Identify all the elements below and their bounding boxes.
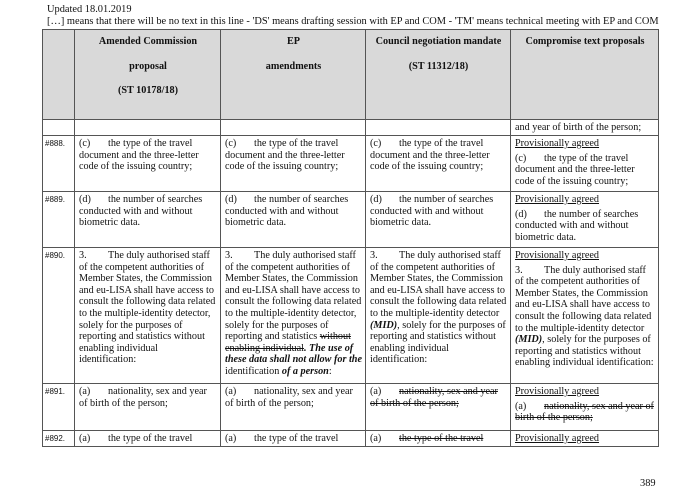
council-cell: (d) the number of searches conducted with and without biometric data. (366, 192, 511, 248)
council-column-header: Council negotiation mandate (ST 11312/18) (366, 30, 511, 120)
commission-cell: (c) the type of the travel document and the three-letter code of the issuing country; (75, 136, 221, 192)
update-date: Updated 18.01.2019 (47, 4, 132, 15)
commission-column-header: Amended Commission proposal (ST 10178/18) (75, 30, 221, 120)
row-number: #888. (43, 136, 75, 192)
council-cell: (a) the type of the travel (366, 431, 511, 447)
compromise-cell: Provisionally agreed (c) the type of the travel document and the three-letter code of the issuing country; (511, 136, 659, 192)
row-number: #889. (43, 192, 75, 248)
number-column-header (43, 30, 75, 120)
commission-cell: (d) the number of searches conducted with and without biometric data. (75, 192, 221, 248)
compromise-cell: Provisionally agreed (511, 431, 659, 447)
commission-cell: 3. The duly authorised staff of the competent authorities of Member States, the Commission and eu-LISA shall have access to consult the following data related to the multiple-identity detector, solely for the purposes of reporting and statistics without enabling individual identification: (75, 248, 221, 384)
carry-over-row (43, 120, 659, 136)
comparison-table (42, 29, 659, 447)
row-number: #890. (43, 248, 75, 384)
table-row (43, 431, 659, 447)
table-row (43, 248, 659, 384)
commission-cell: (a) the type of the travel (75, 431, 221, 447)
compromise-cell: Provisionally agreed (d) the number of searches conducted with and without biometric data. (511, 192, 659, 248)
council-cell: (a) nationality, sex and year of birth of the person; (366, 384, 511, 431)
ep-cell: (c) the type of the travel document and the three-letter code of the issuing country; (221, 136, 366, 192)
compromise-cell: Provisionally agreed (a) nationality, sex and year of birth of the person; (511, 384, 659, 431)
council-cell: 3. The duly authorised staff of the competent authorities of Member States, the Commission and eu-LISA shall have access to consult the following data related to the multiple-identity detector (MID), solely for the purposes of reporting and statistics without enabling individual identification: (366, 248, 511, 384)
ep-cell: (d) the number of searches conducted with and without biometric data. (221, 192, 366, 248)
ep-cell: (a) nationality, sex and year of birth of the person; (221, 384, 366, 431)
table-row (43, 384, 659, 431)
page-number: 389 (640, 478, 656, 489)
ep-cell: 3. The duly authorised staff of the competent authorities of Member States, the Commission and eu-LISA shall have access to consult the following data related to the multiple-identity detector, solely for the purposes of reporting and statistics without enabling individual. The use of these data shall not allow for the identification of a person: (221, 248, 366, 384)
commission-cell: (a) nationality, sex and year of birth of the person; (75, 384, 221, 431)
ep-column-header: EP amendments (221, 30, 366, 120)
row-number: #891. (43, 384, 75, 431)
compromise-column-header: Compromise text proposals (511, 30, 659, 120)
carry-over-text: and year of birth of the person; (511, 120, 659, 136)
compromise-cell: Provisionally agreed 3. The duly authorised staff of the competent authorities of Member States, the Commission and eu-LISA shall have access to consult the following data related to the multiple-identity detector (MID), solely for the purposes of reporting and statistics without enabling individual identification: (511, 248, 659, 384)
legend-note: […] means that there will be no text in this line - 'DS' means drafting session with EP and COM - 'TM' means technical meeting with EP and COM (47, 16, 659, 27)
table-row (43, 136, 659, 192)
table-row (43, 192, 659, 248)
ep-cell: (a) the type of the travel (221, 431, 366, 447)
row-number: #892. (43, 431, 75, 447)
council-cell: (c) the type of the travel document and the three-letter code of the issuing country; (366, 136, 511, 192)
header-row (43, 30, 659, 120)
